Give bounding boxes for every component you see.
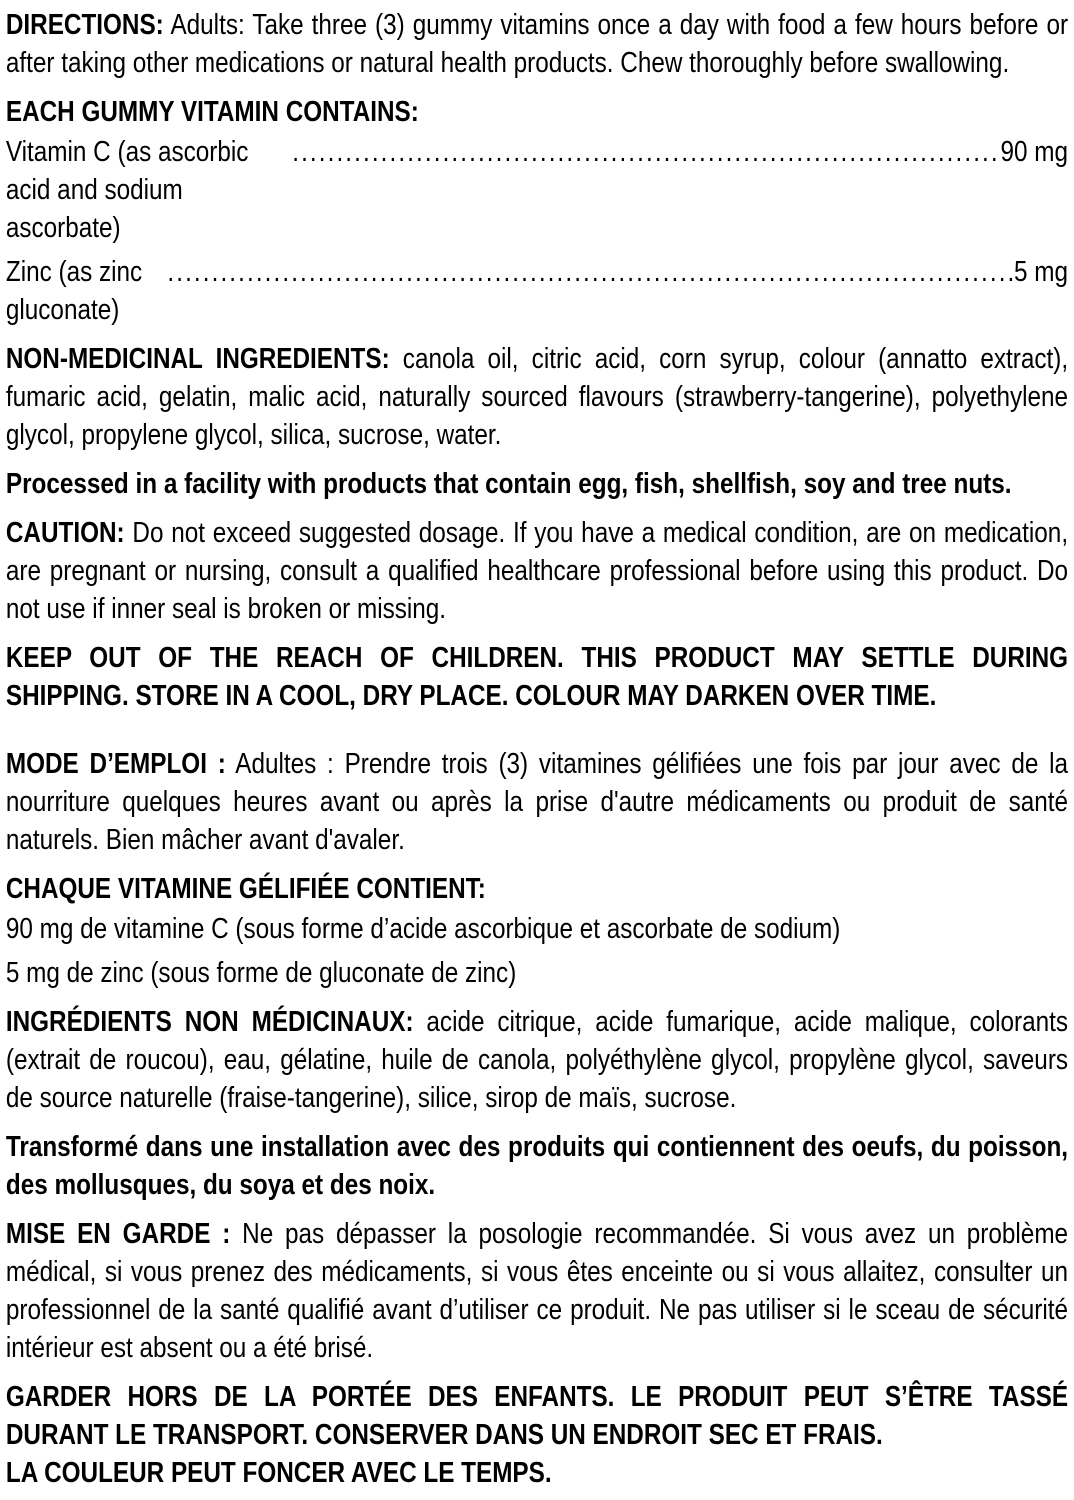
dot-leader: [290, 133, 1001, 171]
english-section: [6, 6, 1068, 715]
allergen-statement-fr: Transformé dans une installation avec des produits qui contiennent des oeufs, du poisson, des mollusques, du soya et des noix.: [5, 1131, 1069, 1201]
directions-text-fr: Adultes : Prendre trois (3) vitamines gélifiées une fois par jour avec de la nourriture quelques heures avant ou après la prise d'autre médicaments ou produit de santé naturels. Bien mâcher avant d'avaler.: [5, 748, 1069, 856]
storage-warning-fr-line-2: LA COULEUR PEUT FONCER AVEC LE TEMPS.: [5, 1457, 552, 1489]
dose-name-zinc: Zinc (as zinc gluconate): [5, 256, 143, 326]
storage-warning: KEEP OUT OF THE REACH OF CHILDREN. THIS PRODUCT MAY SETTLE DURING SHIPPING. STORE IN A COOL, DRY PLACE. COLOUR MAY DARKEN OVER TIME.: [5, 642, 1069, 712]
caution-text-fr: Ne pas dépasser la posologie recommandée. Si vous avez un problème médical, si vous prenez des médicaments, si vous êtes enceinte ou si vous allaitez, consulter un professionnel de la santé qualifié avant d’utiliser ce produit. Ne pas utiliser si le sceau de sécurité intérieur est absent ou a été brisé.: [5, 1218, 1069, 1364]
dose-line-vitamin-c-fr: 90 mg de vitamine C (sous forme d’acide ascorbique et ascorbate de sodium): [5, 913, 841, 945]
storage-warning-fr-line-1: GARDER HORS DE LA PORTÉE DES ENFANTS. LE PRODUIT PEUT S’ÊTRE TASSÉ DURANT LE TRANSPORT. CONSERVER DANS UN ENDROIT SEC ET FRAIS.: [5, 1381, 1069, 1451]
dot-leader: [165, 253, 1014, 291]
caution-paragraph: [6, 514, 1068, 628]
storage-warning-fr: [6, 1378, 1068, 1492]
non-medicinal-paragraph-fr: [6, 1003, 1068, 1117]
caution-paragraph-fr: [6, 1215, 1068, 1367]
non-medicinal-text: canola oil, citric acid, corn syrup, colour (annatto extract), fumaric acid, gelatin, malic acid, naturally sourced flavours (strawberry-tangerine), polyethylene glycol, propylene glycol, silica, sucrose, water.: [5, 343, 1069, 451]
directions-heading: DIRECTIONS:: [5, 9, 164, 41]
french-section: [6, 745, 1068, 1492]
dose-name-vitamin-c: Vitamin C (as ascorbic acid and sodium ascorbate): [5, 136, 249, 244]
dose-line-zinc-fr: 5 mg de zinc (sous forme de gluconate de zinc): [5, 957, 517, 989]
non-medicinal-text-fr: acide citrique, acide fumarique, acide malique, colorants (extrait de roucou), eau, gélatine, huile de canola, polyéthylène glycol, propylène glycol, saveurs de source naturelle (fraise-tangerine), silice, sirop de maïs, sucrose.: [5, 1006, 1069, 1114]
directions-paragraph: [6, 6, 1068, 82]
dose-row-zinc: [6, 253, 1068, 329]
caution-heading: CAUTION:: [5, 517, 125, 549]
non-medicinal-heading-fr: INGRÉDIENTS NON MÉDICINAUX:: [5, 1006, 414, 1038]
contains-heading: EACH GUMMY VITAMIN CONTAINS:: [5, 96, 419, 128]
dose-row-vitamin-c: [6, 133, 1068, 247]
dose-amount-vitamin-c: 90 mg: [1000, 136, 1069, 168]
caution-heading-fr: MISE EN GARDE :: [5, 1218, 231, 1250]
caution-text: Do not exceed suggested dosage. If you have a medical condition, are on medication, are pregnant or nursing, consult a qualified healthcare professional before using this product. Do not use if inner seal is broken or missing.: [5, 517, 1069, 625]
dose-amount-zinc: 5 mg: [1014, 256, 1069, 288]
directions-heading-fr: MODE D’EMPLOI :: [5, 748, 226, 780]
allergen-statement: Processed in a facility with products that contain egg, fish, shellfish, soy and tree nuts.: [5, 468, 1012, 500]
non-medicinal-heading: NON-MEDICINAL INGREDIENTS:: [5, 343, 390, 375]
directions-paragraph-fr: [6, 745, 1068, 859]
contains-heading-fr: CHAQUE VITAMINE GÉLIFIÉE CONTIENT:: [5, 873, 486, 905]
directions-text: Adults: Take three (3) gummy vitamins once a day with food a few hours before or after taking other medications or natural health products. Chew thoroughly before swallowing.: [5, 9, 1069, 79]
non-medicinal-paragraph: [6, 340, 1068, 454]
